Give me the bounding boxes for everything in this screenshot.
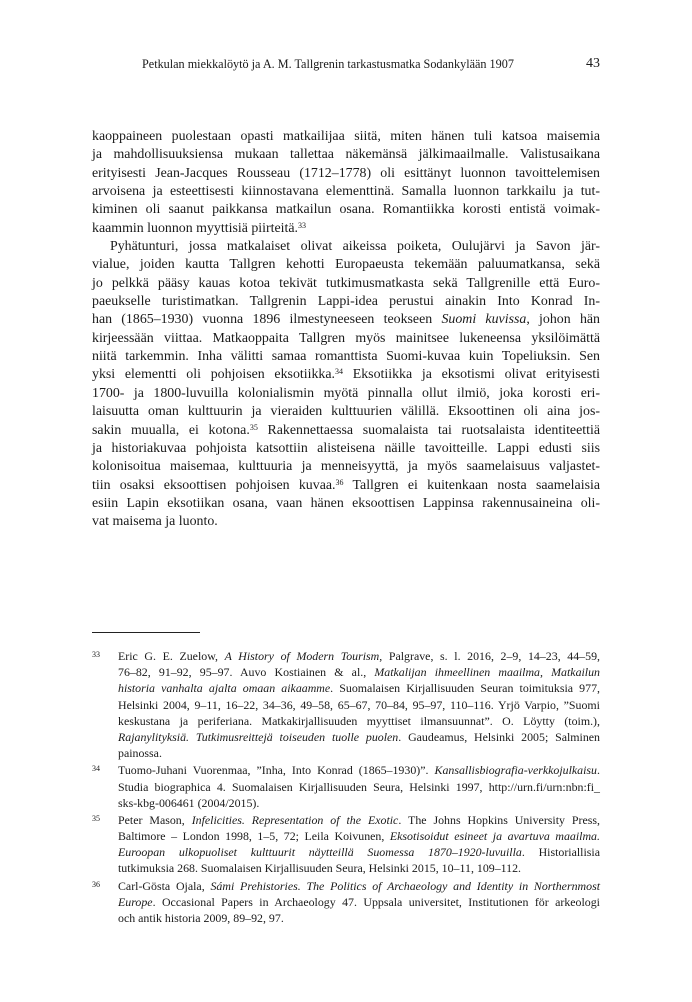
text-fragment: tiin osaksi eksoottisen pohjoisen kuvaa. <box>92 477 336 493</box>
footnote-33 <box>92 648 600 761</box>
running-title: Petkulan miekkalöytö ja A. M. Tallgrenin tarkastusmatka Sodankylään 1907 <box>142 57 514 71</box>
text-line: kirjeessään viittaa. Matkaoppaita Tallgren myös mainitsee lukeneensa yksilöimättä <box>92 330 600 346</box>
footnote-line <box>118 795 600 811</box>
text-line: jo pelkkä pääsy kauas kotoa tekivät tutkimusmatkasta sekä Tallgrenille että Euro- <box>92 275 600 291</box>
text-fragment: Eric G. E. Zuelow, <box>118 649 225 663</box>
text-line: kolonisoituа maisemaa, kulttuuria ja menneisyyttä, ja myös saamelaisuus valjastet- <box>92 459 600 475</box>
footnote-line <box>118 697 600 713</box>
footnote-number: 33 <box>92 650 100 659</box>
text-fragment: Peter Mason, <box>118 812 192 827</box>
footnote-36 <box>92 878 600 927</box>
text-line: laisuutta oman kulttuurin ja vieraiden kulttuurien välillä. Eksoottinen oli aina jos- <box>92 404 600 420</box>
footnote-number: 35 <box>92 813 100 823</box>
text-fragment: . Suomalaisen Kirjallisuuden Seuran toimituksia 977, <box>330 681 600 696</box>
italic-title: Eksotisoidut esineet ja avartuva maailma. <box>389 829 600 844</box>
footnote-number: 36 <box>92 879 100 889</box>
text-fragment: yksi elementti oli pohjoisen eksotiikka. <box>92 367 336 383</box>
text-line: esiin Lapin eksotiikan osana, vaan hänen eksoottisen Lappinsa rakennusaineina oli- <box>92 495 600 511</box>
text-fragment: Baltimore – London 1998, 1–5, 72; Leila Koivunen, <box>118 829 390 844</box>
text-line <box>92 477 600 495</box>
text-line: arvoisena ja esteettisesti kiinnostavana elementtinä. Samalla luonnon tarkkailu ja tut- <box>92 184 600 200</box>
text-fragment: 76–82, 91–92, 95–97. Auvo Kostiainen & al., <box>118 665 375 680</box>
text-line: erityisesti Jean-Jacques Rousseau (1712–1778) oli esittänyt luonnon tavoittelemisen <box>92 165 600 181</box>
text-line: vat maisema ja luonto. <box>92 514 218 530</box>
body-text <box>92 128 600 532</box>
footnote-number: 34 <box>92 764 100 774</box>
page-number: 43 <box>586 56 600 71</box>
footnote-line <box>118 745 600 761</box>
text-fragment: . <box>597 763 600 778</box>
footnote-line <box>118 648 600 664</box>
italic-title: historia vanhalta ajalta omaan aikaamme <box>118 681 331 696</box>
italic-title: Matkalijan ihmeellinen maailma, Matkailun <box>374 665 601 680</box>
text-line: vialue, joiden kautta Tallgren kehotti Europaeusta tekemään paluumatkansa, sekä <box>92 257 600 273</box>
footnote-line <box>118 664 600 680</box>
text-fragment: sakin muualla, ei kotona. <box>92 422 250 438</box>
footnote-line <box>118 828 600 844</box>
text-line: Pyhätunturi, jossa matkalaiset olivat aikeissa poiketa, Oulujärvi ja Savon jär- <box>110 239 600 255</box>
footnote-line <box>118 844 600 860</box>
text-line <box>92 311 600 329</box>
footnote-ref-35[interactable]: 35 <box>249 422 258 432</box>
book-title: Suomi kuvissa <box>441 312 527 328</box>
text-line: ja mahdollisuuksiensa mukaan tallettaa näkemänsä jälkimaailmalle. Valistusaikana <box>92 147 600 163</box>
text-fragment: . The Johns Hopkins University Press, <box>398 812 601 827</box>
footnote-line <box>118 762 600 778</box>
footnote-line <box>118 729 600 745</box>
text-fragment: kaammin luonnon myyttisiä piirteitä. <box>92 220 299 236</box>
footnote-ref-36[interactable]: 36 <box>335 477 344 487</box>
running-header <box>92 56 600 72</box>
text-fragment: Helsinki 2004, 9–11, 16–22, 34–36, 49–58, 65–67, 70–84, 95–97, 110–116. Yrjö Varpio, ”Suomi <box>118 697 600 712</box>
footnote-line <box>118 860 600 876</box>
italic-title: A History of Modern Tourism <box>224 649 380 663</box>
footnotes <box>92 648 600 926</box>
footnote-line <box>118 910 600 926</box>
footnote-line <box>118 812 600 828</box>
italic-title: Euroopan ulkopuoliset kulttuurit näytteillä Suomessa 1870–1920-luvuilla <box>118 845 522 860</box>
italic-title: Kansallisbiografia-verkkojulkaisu <box>434 763 598 778</box>
text-fragment: Eksotiikka ja eksotismi olivat erityisesti <box>343 367 600 383</box>
text-line: paeukselle turistimatkan. Tallgrenin Lappi-idea perustui ainakin Into Konrad In- <box>92 294 600 310</box>
italic-title: Infelicities. Representation of the Exotic <box>191 812 399 827</box>
footnote-ref-33[interactable]: 33 <box>298 220 307 230</box>
footnote-34 <box>92 762 600 811</box>
text-fragment: painossa. <box>118 746 162 761</box>
text-fragment: tutkimuksia 268. Suomalaisen Kirjallisuuden Seura, Helsinki 2015, 10–11, 109–112. <box>118 861 522 876</box>
footnote-line <box>118 878 600 894</box>
text-fragment: Studia biographica 4. Suomalaisen Kirjallisuuden Seura, Helsinki 1997, http://urn.fi/urn:nbn:fi_ <box>118 779 600 794</box>
text-fragment: . Historiallisia <box>521 845 600 860</box>
text-fragment: Tallgren ei kuitenkaan nosta saamelaisia <box>343 477 601 493</box>
text-fragment: Rakennettaessa suomalaista tai ruotsalaista identiteettiä <box>257 422 600 438</box>
text-line: 1700- ja 1800-luvuilla kolonialismin myötä pinnalla ollut ilmiö, joka korosti eri- <box>92 385 600 401</box>
text-fragment: Tuomo-Juhani Vuorenmaa, ”Inha, Into Konrad (1865–1930)”. <box>118 763 435 778</box>
text-fragment: och antik historia 2009, 89–92, 97. <box>118 911 284 925</box>
text-fragment: , johon hän <box>526 312 600 328</box>
text-fragment: han (1865–1930) vuonna 1896 ilmestyneeseen teokseen <box>92 312 442 328</box>
text-fragment: Carl-Gösta Ojala, <box>118 878 211 893</box>
footnote-ref-34[interactable]: 34 <box>335 367 344 377</box>
text-line: niitä tarkemmin. Inha välitti samaa romanttista Suomi-kuvaa kuin Topeliuksin. Sen <box>92 349 600 365</box>
footnote-line <box>118 894 600 910</box>
text-line <box>92 422 600 440</box>
footnote-35 <box>92 812 600 877</box>
footnote-divider <box>92 632 200 633</box>
text-fragment: sks-kbg-006461 (2004/2015). <box>118 795 260 810</box>
paragraph-1 <box>92 128 600 238</box>
footnote-line <box>118 713 600 729</box>
italic-title: Sámi Prehistories. The Politics of Archaeology and Identity in Northernmost <box>210 878 600 893</box>
italic-title: Europe <box>118 894 153 909</box>
paragraph-2 <box>92 238 600 532</box>
text-fragment: . Occasional Papers in Archaeology 47. Uppsala universitet, Institutionen för arkeologi <box>152 894 600 909</box>
text-fragment: , Palgrave, s. l. 2016, 2–9, 14–23, 44–59, <box>379 649 600 663</box>
text-line <box>92 366 600 384</box>
text-line: kaoppaineen puolestaan opasti matkailijaa siitä, miten hänen tuli katsoa maisemia <box>92 129 600 144</box>
text-fragment: keskustana ja periferiana. Matkakirjallisuuden myyttiset ilmansuunnat”. O. Löytty (toim.), <box>118 713 600 728</box>
footnote-line <box>118 680 600 696</box>
text-line: ja historiakuvaa pohjoista katsottiin alisteisena näille tavoitteille. Lappi edusti siis <box>92 440 600 456</box>
text-line: kiminen oli saanut paikkansa matkailun osana. Romantiikka korosti entistä voimak- <box>92 202 600 218</box>
text-line <box>92 220 600 238</box>
footnote-line <box>118 779 600 795</box>
italic-title: Rajanylityksiä. Tutkimusreittejä toiseuden tuolle puolen <box>118 729 399 744</box>
text-fragment: . Gaudeamus, Helsinki 2005; Salminen <box>398 729 601 744</box>
